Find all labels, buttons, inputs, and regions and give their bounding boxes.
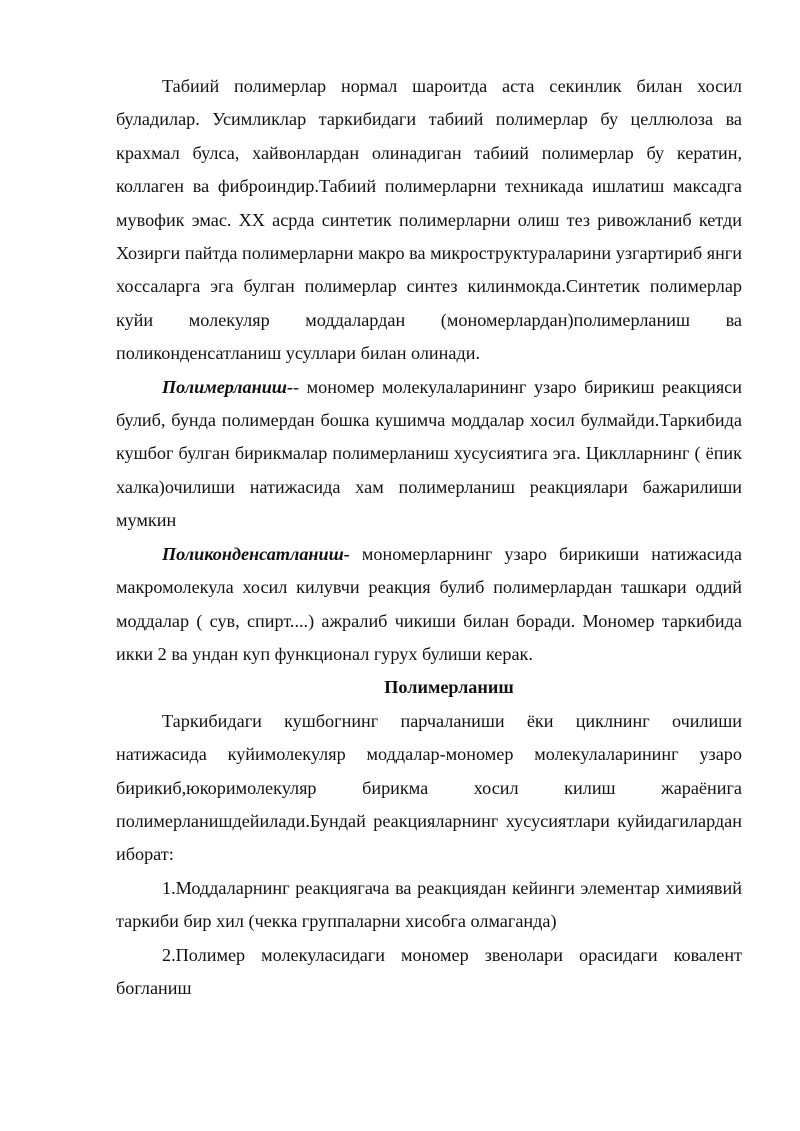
paragraph-polymerization-definition: [116, 371, 742, 538]
document-page: [116, 70, 742, 1005]
section-heading: Полимерланиш: [384, 677, 514, 698]
term-polycondensation: Поликонденсатланиш-: [162, 543, 350, 564]
paragraph-polycondensation-definition: [116, 538, 742, 672]
paragraph-natural-polymers: Табиий полимерлар нормал шароитда аста секинлик билан хосил буладилар. Усимликлар таркибидаги табиий полимерлар бу целлюлоза ва крахмал булса, хайвонлардан олинадиган табиий полимерлар бу кератин, коллаген ва фиброиндир.Табиий полимерларни техникада ишлатиш максадга мувофик эмас. ХХ асрда синтетик полимерларни олиш тез ривожланиб кетди Хозирги пайтда полимерларни макро ва микроструктураларини узгартириб янги хоссаларга эга булган полимерлар синтез килинмокда.Синтетик полимерлар куйи молекуляр моддалардан (мономерлардан)полимерланиш ва поликонденсатланиш усуллари билан олинади.: [116, 76, 742, 364]
list-item-2: 2.Полимер молекуласидаги мономер звенолари орасидаги ковалент богланиш: [116, 944, 742, 998]
definition-polycondensation: мономерларнинг узаро бирикиши натижасида макромолекула хосил килувчи реакция булиб полимерлардан ташкари оддий моддалар ( сув, спирт....) ажралиб чикиши билан боради. Мономер таркибида икки 2 ва ундан куп функционал гурух булиши керак.: [116, 543, 742, 664]
term-polymerization: Полимерланиш-: [162, 376, 294, 397]
list-item-1: 1.Моддаларнинг реакциягача ва реакциядан кейинги элементар химиявий таркиби бир хил (чекка группаларни хисобга олмаганда): [116, 877, 742, 932]
paragraph-polymerization-process: Таркибидаги кушбогнинг парчаланиши ёки циклнинг очилиши натижасида куйимолекуляр моддалар-мономер молекулаларининг узаро бирикиб,юкоримолекуляр бирикма хосил килиш жараёнига полимерланишдейилади.Бундай реакцияларнинг хусусиятлари куйидагилардан иборат:: [116, 710, 742, 865]
definition-polymerization: - мономер молекулаларининг узаро бирикиш реакцияси булиб, бунда полимердан бошка кушимча моддалар хосил булмайди.Таркибида кушбог булган бирикмалар полимерланиш хусусиятига эга. Циклларнинг ( ёпик халка)очилиши натижасида хам полимерланиш реакциялари бажарилиши мумкин: [116, 376, 742, 531]
